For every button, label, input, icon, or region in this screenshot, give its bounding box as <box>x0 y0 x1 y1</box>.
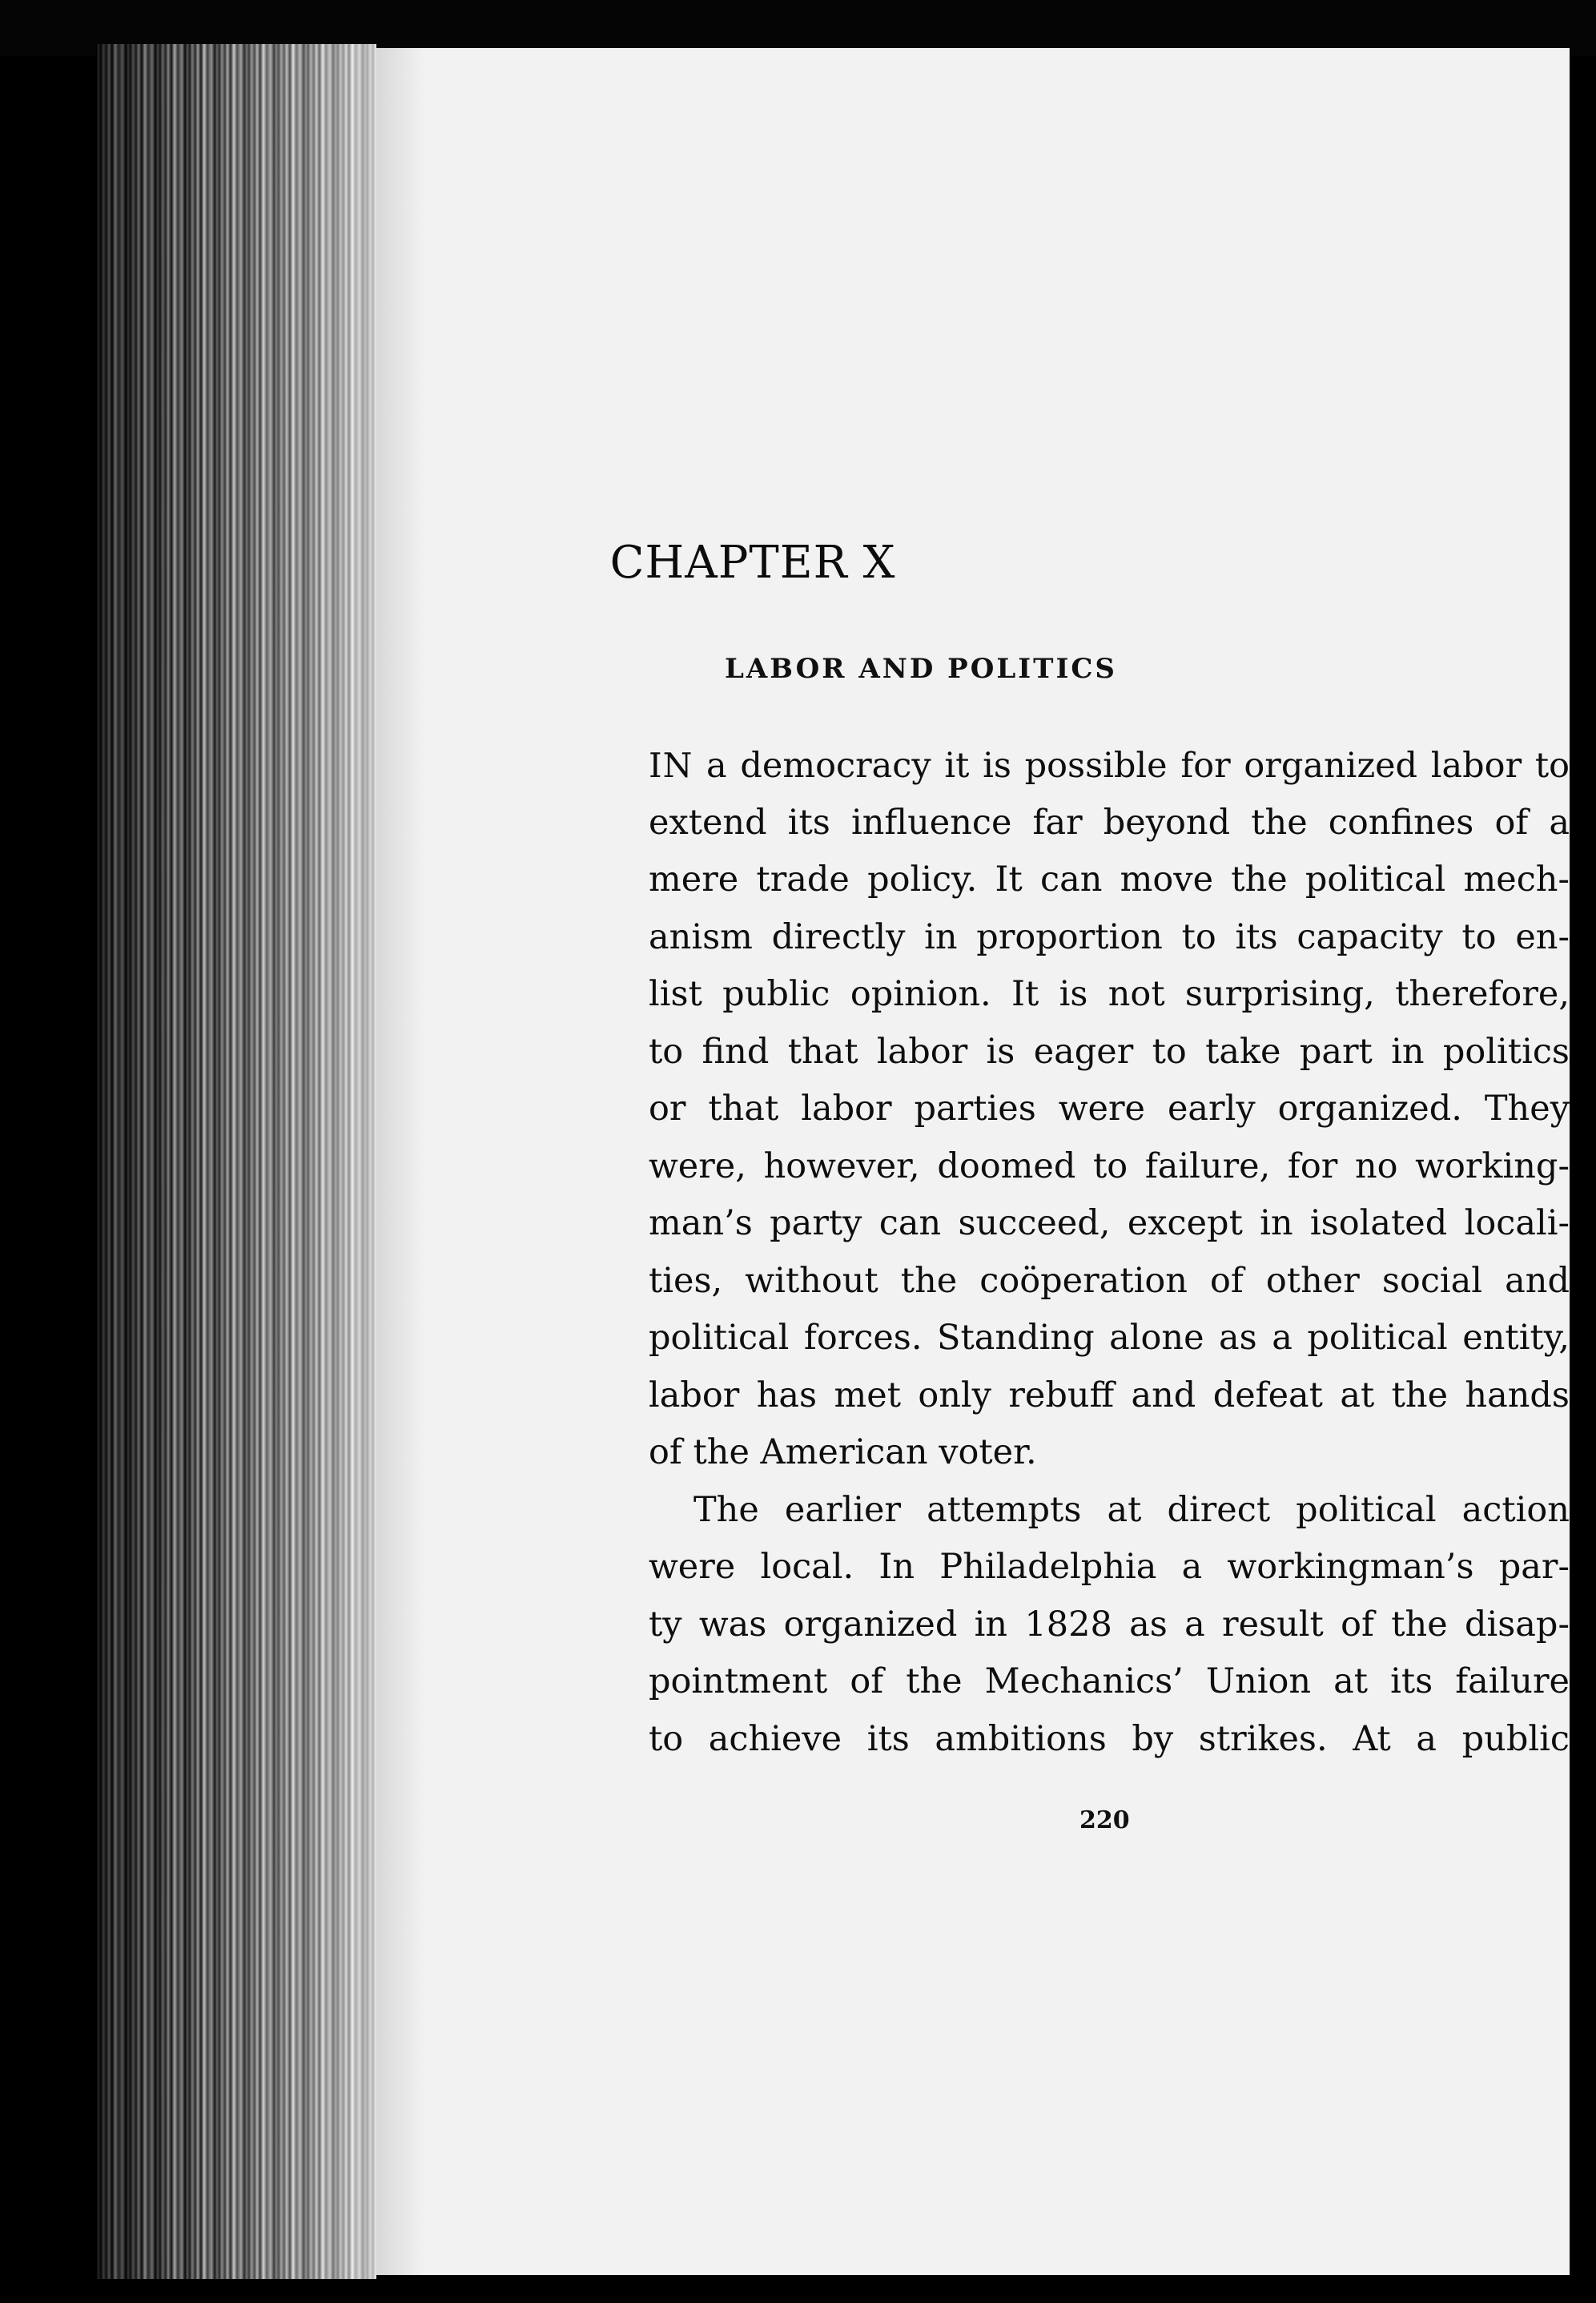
opening-small-caps: IN <box>649 746 693 785</box>
paragraph-1 <box>649 737 1570 1482</box>
text-line: The earlier attempts at direct political action <box>693 1489 1570 1530</box>
text-line: extend its influence far beyond the confines of a <box>649 802 1570 843</box>
text-line: or that labor parties were early organized. They <box>649 1089 1570 1129</box>
page-number: 220 <box>1079 1806 1130 1834</box>
text-line: political forces. Standing alone as a political entity, <box>649 1318 1570 1358</box>
chapter-title: CHAPTER X <box>609 537 896 589</box>
text-line: of the American voter. <box>649 1432 1037 1472</box>
text-line: labor has met only rebuff and defeat at the hands <box>649 1375 1570 1415</box>
text-line: mere trade policy. It can move the political mech- <box>649 860 1570 900</box>
text-line: IN a democracy it is possible for organized labor to <box>649 746 1570 786</box>
text-line: ties, without the coöperation of other social and <box>649 1260 1570 1301</box>
chapter-subtitle: LABOR AND POLITICS <box>725 653 1117 685</box>
paragraph-2 <box>649 1482 1570 1769</box>
text-line: to find that labor is eager to take part in politics <box>649 1031 1570 1072</box>
text-line: anism directly in proportion to its capacity to en- <box>649 916 1570 957</box>
text-line: to achieve its ambitions by strikes. At a public <box>649 1718 1570 1759</box>
text-line: list public opinion. It is not surprising, therefore, <box>649 974 1570 1014</box>
text-line: were local. In Philadelphia a workingman’s par- <box>649 1547 1570 1587</box>
text-line: man’s party can succeed, except in isolated locali- <box>649 1203 1570 1243</box>
book-page-edges <box>96 44 376 2279</box>
text-line: pointment of the Mechanics’ Union at its failure <box>649 1661 1570 1701</box>
chapter-body-text <box>649 737 1570 1768</box>
text-line: ty was organized in 1828 as a result of the disap- <box>649 1604 1570 1645</box>
page-gutter-shade <box>376 48 424 2275</box>
text-line: were, however, doomed to failure, for no working- <box>649 1145 1570 1186</box>
